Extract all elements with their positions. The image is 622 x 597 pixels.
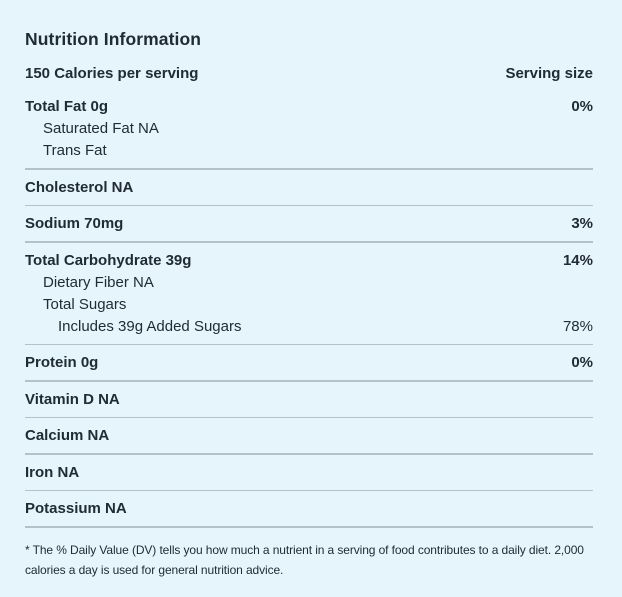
nutrient-row-trans-fat — [25, 140, 593, 162]
nutrient-label: Total Sugars — [43, 295, 127, 313]
nutrient-daily-value: 3% — [571, 215, 593, 232]
nutrient-row-sodium — [25, 213, 593, 235]
nutrient-row-iron — [25, 462, 593, 484]
nutrient-label: Potassium NA — [25, 500, 127, 517]
nutrient-label: Sodium 70mg — [25, 215, 124, 232]
section-divider — [25, 168, 593, 170]
panel-title: Nutrition Information — [25, 29, 202, 49]
nutrient-row-saturated-fat — [25, 118, 593, 140]
nutrient-label: Trans Fat — [43, 142, 107, 159]
nutrient-label: Vitamin D NA — [25, 390, 120, 408]
section-divider — [25, 205, 593, 207]
section-divider — [25, 241, 593, 243]
serving-size-label: Serving size — [505, 65, 593, 82]
nutrient-label: Saturated Fat NA — [43, 120, 159, 137]
nutrient-label: Includes 39g Added Sugars — [58, 317, 242, 335]
nutrient-label: Cholesterol NA — [25, 178, 134, 196]
nutrient-row-protein — [25, 352, 593, 374]
nutrient-row-total-carbohydrate — [25, 250, 593, 272]
nutrient-row-potassium — [25, 498, 593, 520]
section-divider — [25, 453, 593, 455]
section-divider — [25, 490, 593, 492]
section-divider — [25, 344, 593, 346]
section-divider — [25, 380, 593, 382]
nutrient-row-calcium — [25, 425, 593, 447]
nutrient-label: Total Carbohydrate 39g — [25, 251, 192, 269]
nutrient-daily-value: 0% — [571, 98, 593, 115]
nutrient-label: Iron NA — [25, 463, 80, 481]
nutrient-label: Dietary Fiber NA — [43, 273, 154, 291]
section-divider — [25, 417, 593, 419]
nutrient-daily-value: 14% — [562, 251, 593, 269]
nutrient-row-vitamin-d — [25, 389, 593, 411]
daily-value-disclaimer: * The % Daily Value (DV) tells you how much a nutrient in a serving of food contributes to a daily diet. 2,000 calories a day is used for general nutrition advice. — [25, 542, 584, 577]
nutrient-row-added-sugars — [25, 316, 593, 338]
nutrient-label: Total Fat 0g — [25, 98, 109, 115]
nutrient-daily-value: 78% — [562, 317, 593, 335]
nutrient-row-total-fat — [25, 96, 593, 118]
nutrient-label: Calcium NA — [25, 427, 110, 444]
calories-summary: 150 Calories per serving — [25, 65, 199, 82]
section-divider — [25, 526, 593, 528]
nutrient-row-total-sugars — [25, 294, 593, 316]
nutrient-row-dietary-fiber — [25, 272, 593, 294]
nutrient-row-cholesterol — [25, 177, 593, 199]
calories-serving-row — [25, 63, 593, 85]
nutrient-label: Protein 0g — [25, 354, 99, 371]
nutrient-daily-value: 0% — [571, 354, 593, 371]
